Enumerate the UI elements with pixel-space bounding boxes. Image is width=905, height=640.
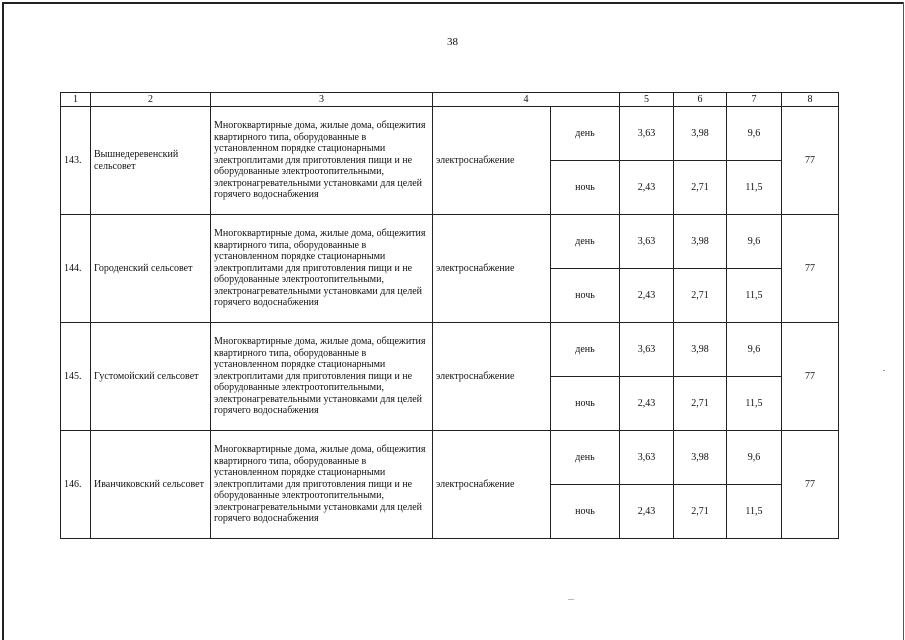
consumer-description: Многоквартирные дома, жилые дома, общежития квартирного типа, оборудованные в установленном порядке стационарными электроплитами для приготовления пищи и не оборудованные электроотопительными, электронагревательными установками для целей горячего водоснабжения <box>211 323 433 431</box>
night-col-5: 2,43 <box>620 161 674 215</box>
service-type: электроснабжение <box>433 215 551 323</box>
day-col-6: 3,98 <box>674 431 727 485</box>
zone-night: ночь <box>551 485 620 539</box>
night-col-7: 11,5 <box>727 377 782 431</box>
night-col-7: 11,5 <box>727 269 782 323</box>
night-col-7: 11,5 <box>727 485 782 539</box>
settlement-name: Густомойский сельсовет <box>91 323 211 431</box>
tariff-table <box>60 92 839 539</box>
header-col-8: 8 <box>782 93 839 107</box>
consumer-description: Многоквартирные дома, жилые дома, общежития квартирного типа, оборудованные в установленном порядке стационарными электроплитами для приготовления пищи и не оборудованные электроотопительными, электронагревательными установками для целей горячего водоснабжения <box>211 215 433 323</box>
header-col-5: 5 <box>620 93 674 107</box>
page-border-top <box>2 2 903 4</box>
consumer-description: Многоквартирные дома, жилые дома, общежития квартирного типа, оборудованные в установленном порядке стационарными электроплитами для приготовления пищи и не оборудованные электроотопительными, электронагревательными установками для целей горячего водоснабжения <box>211 431 433 539</box>
service-type: электроснабжение <box>433 323 551 431</box>
table-row <box>61 431 839 485</box>
day-col-5: 3,63 <box>620 107 674 161</box>
col-8-value: 77 <box>782 431 839 539</box>
service-type: электроснабжение <box>433 107 551 215</box>
row-number: 145. <box>61 323 91 431</box>
scan-speck <box>883 370 885 371</box>
header-col-3: 3 <box>211 93 433 107</box>
night-col-6: 2,71 <box>674 269 727 323</box>
night-col-6: 2,71 <box>674 161 727 215</box>
settlement-name: Городенский сельсовет <box>91 215 211 323</box>
day-col-7: 9,6 <box>727 215 782 269</box>
row-number: 144. <box>61 215 91 323</box>
row-number: 146. <box>61 431 91 539</box>
page-number: 38 <box>447 36 458 48</box>
header-row <box>61 93 839 107</box>
col-8-value: 77 <box>782 323 839 431</box>
day-col-5: 3,63 <box>620 215 674 269</box>
night-col-7: 11,5 <box>727 161 782 215</box>
table-row <box>61 215 839 269</box>
zone-night: ночь <box>551 161 620 215</box>
service-type: электроснабжение <box>433 431 551 539</box>
day-col-6: 3,98 <box>674 107 727 161</box>
day-col-5: 3,63 <box>620 431 674 485</box>
settlement-name: Вышнедеревенский сельсовет <box>91 107 211 215</box>
day-col-7: 9,6 <box>727 323 782 377</box>
row-number: 143. <box>61 107 91 215</box>
night-col-5: 2,43 <box>620 269 674 323</box>
day-col-5: 3,63 <box>620 323 674 377</box>
consumer-description: Многоквартирные дома, жилые дома, общежития квартирного типа, оборудованные в установленном порядке стационарными электроплитами для приготовления пищи и не оборудованные электроотопительными, электронагревательными установками для целей горячего водоснабжения <box>211 107 433 215</box>
header-col-6: 6 <box>674 93 727 107</box>
night-col-6: 2,71 <box>674 485 727 539</box>
zone-day: день <box>551 107 620 161</box>
page-border-left <box>2 2 4 640</box>
zone-night: ночь <box>551 377 620 431</box>
zone-day: день <box>551 323 620 377</box>
page-border-right <box>903 2 904 640</box>
col-8-value: 77 <box>782 215 839 323</box>
night-col-6: 2,71 <box>674 377 727 431</box>
day-col-7: 9,6 <box>727 107 782 161</box>
day-col-6: 3,98 <box>674 323 727 377</box>
night-col-5: 2,43 <box>620 377 674 431</box>
header-col-4: 4 <box>433 93 620 107</box>
day-col-7: 9,6 <box>727 431 782 485</box>
header-col-1: 1 <box>61 93 91 107</box>
night-col-5: 2,43 <box>620 485 674 539</box>
zone-day: день <box>551 431 620 485</box>
col-8-value: 77 <box>782 107 839 215</box>
header-col-2: 2 <box>91 93 211 107</box>
table-row <box>61 323 839 377</box>
day-col-6: 3,98 <box>674 215 727 269</box>
scan-speck <box>568 599 574 600</box>
table-row <box>61 107 839 161</box>
zone-day: день <box>551 215 620 269</box>
zone-night: ночь <box>551 269 620 323</box>
header-col-7: 7 <box>727 93 782 107</box>
settlement-name: Иванчиковский сельсовет <box>91 431 211 539</box>
